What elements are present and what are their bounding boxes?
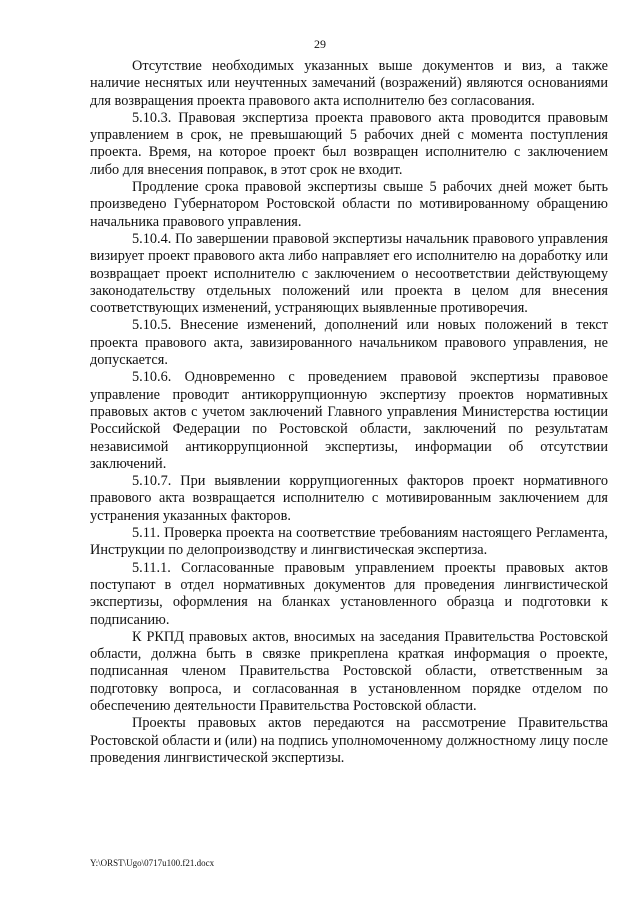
paragraph-5-10-3: 5.10.3. Правовая экспертиза проекта правового акта проводится правовым управлением в срок, не превышающий 5 рабочих дней с момента поступления проекта. Время, на которое проект был возвращен исполнителю с заключением либо для внесения поправок, в этот срок не входит. (90, 109, 608, 178)
footer-file-path: Y:\ORST\Ugo\0717u100.f21.docx (90, 858, 215, 868)
paragraph-extension-of-term: Продление срока правовой экспертизы свыше 5 рабочих дней может быть произведено Губернатором Ростовской области по мотивированному обращению начальника правового управления. (90, 179, 608, 230)
paragraph-5-10-7: 5.10.7. При выявлении коррупциогенных факторов проект нормативного правового акта возвращается исполнителю с мотивированным заключением для устранения указанных факторов. (90, 473, 608, 524)
paragraph-5-10-5: 5.10.5. Внесение изменений, дополнений или новых положений в текст проекта правового акта, завизированного начальником правового управления, не допускается. (90, 317, 608, 369)
paragraph-projects-submission: Проекты правовых актов передаются на рассмотрение Правительства Ростовской области и (или) на подпись уполномоченному должностному лицу после проведения лингвистической экспертизы. (90, 715, 608, 766)
paragraph-5-11-1: 5.11.1. Согласованные правовым управлением проекты правовых актов поступают в отдел нормативных документов для проведения лингвистической экспертизы, оформления на бланках установленного образца и подготовки к подписанию. (90, 559, 608, 628)
paragraph-missing-documents: Отсутствие необходимых указанных выше документов и виз, а также наличие неснятых или неучтенных замечаний (возражений) являются основаниями для возвращения проекта правового акта исполнителю без согласования. (90, 58, 608, 109)
paragraph-5-10-4: 5.10.4. По завершении правовой экспертизы начальник правового управления визирует проект правового акта либо направляет его исполнителю на доработку или возвращает проект исполнителю с заключением о несоответствии действующему законодательству отдельных положений или проекта в целом для внесения соответствующих изменений, устраняющих выявленные противоречия. (90, 230, 608, 317)
paragraph-5-11: 5.11. Проверка проекта на соответствие требованиям настоящего Регламента, Инструкции по делопроизводству и лингвистическая экспертиза. (90, 525, 608, 559)
paragraph-rkpd-information: К РКПД правовых актов, вносимых на заседания Правительства Ростовской области, должна быть в связке прикреплена краткая информация о проекте, подписанная членом Правительства Ростовской области, ответственным за подготовку вопроса, и согласованная в установленном порядке отделом по обеспечению деятельности Правительства Ростовской области. (90, 628, 608, 714)
page-number: 29 (314, 37, 326, 51)
paragraph-5-10-6: 5.10.6. Одновременно с проведением правовой экспертизы правовое управление проводит антикоррупционную экспертизу проектов нормативных правовых актов с учетом заключений Главного управления Министерства юстиции Российской Федерации по Ростовской области, заключений по результатам независимой антикоррупционной экспертизы, информации об отсутствии заключений. (90, 369, 608, 472)
document-body (90, 58, 608, 767)
